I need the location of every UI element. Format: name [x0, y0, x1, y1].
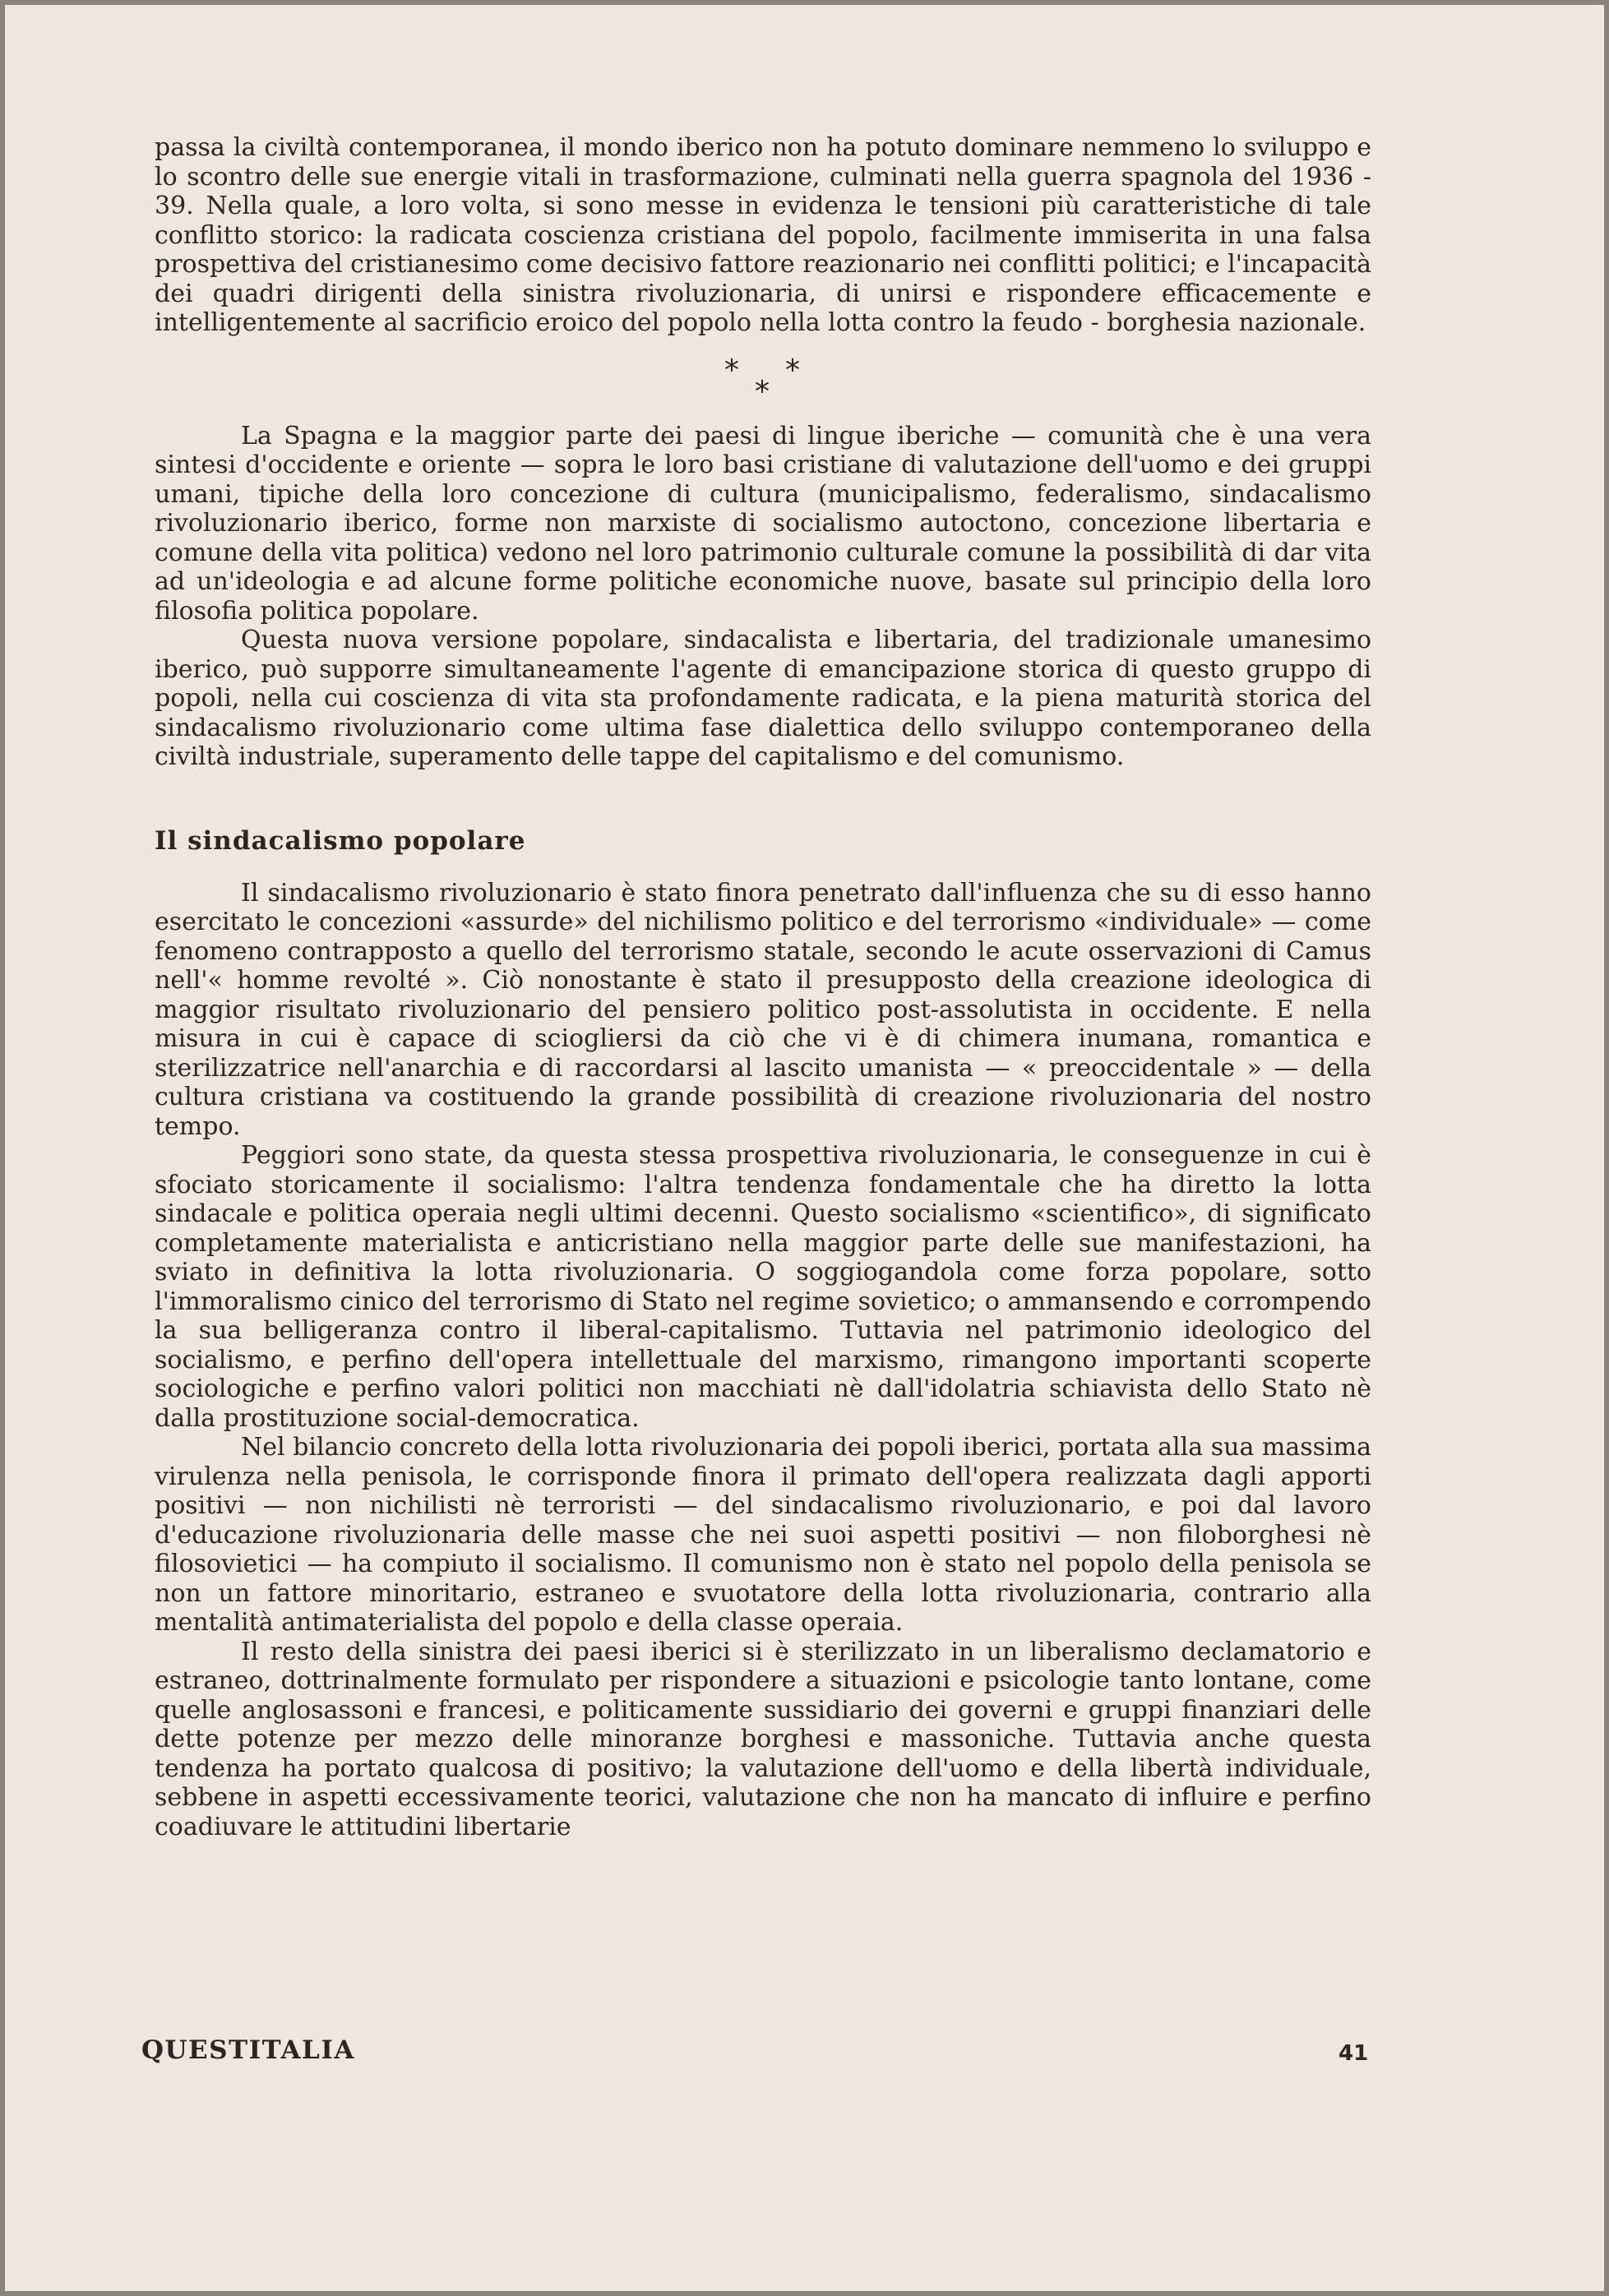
paragraph: passa la civiltà contemporanea, il mondo iberico non ha potuto dominare nemmeno lo sviluppo e lo scontro delle sue energie vitali in trasformazione, culminati nella guerra spagnola del 1936 - 39. Nella quale, a loro volta, si sono messe in evidenza le tensioni più caratteristiche di tale conflitto storico: la radicata coscienza cristiana del popolo, facilmente immiserita in una falsa prospettiva del cristianesimo come decisivo fattore reazionario nei conflitti politici; e l'incapacità dei quadri dirigenti della sinistra rivoluzionaria, di unirsi e rispondere efficacemente e intelligentemente al sacrificio eroico del popolo nella lotta contro la feudo - borghesia nazionale. — [155, 133, 1371, 337]
paragraph: La Spagna e la maggior parte dei paesi di lingue iberiche — comunità che è una vera sintesi d'occidente e oriente — sopra le loro basi cristiane di valutazione dell'uomo e dei gruppi umani, tipiche della loro concezione di cultura (municipalismo, federalismo, sindacalismo rivoluzionario iberico, forme non marxiste di socialismo autoctono, concezione libertaria e comune della vita politica) vedono nel loro patrimonio culturale comune la possibilità di dar vita ad un'ideologia e ad alcune forme politiche economiche nuove, basate sul principio della loro filosofia politica popolare. — [155, 421, 1371, 626]
separator-star: * — [755, 374, 770, 409]
paragraph: Il sindacalismo rivoluzionario è stato finora penetrato dall'influenza che su di esso hanno esercitato le concezioni «assurde» del nichilismo politico e del terrorismo «individuale» — come fenomeno contrapposto a quello del terrorismo statale, secondo le acute osservazioni di Camus nell'« homme revolté ». Ciò nonostante è stato il presupposto della creazione ideologica di maggior risultato rivoluzionario del pensiero politico post-assolutista in occidente. E nella misura in cui è capace di sciogliersi da ciò che vi è di chimera inumana, romantica e sterilizzatrice nell'anarchia e di raccordarsi al lascito umanista — « preoccidentale » — della cultura cristiana va costituendo la grande possibilità di creazione rivoluzionaria del nostro tempo. — [155, 878, 1371, 1141]
section-separator — [155, 338, 1371, 422]
separator-star: * — [724, 353, 739, 387]
separator-star: * — [785, 353, 800, 387]
paragraph: Nel bilancio concreto della lotta rivoluzionaria dei popoli iberici, portata alla sua massima virulenza nella penisola, le corrisponde finora il primato dell'opera realizzata dagli apporti positivi — non nichilisti nè terroristi — del sindacalismo rivoluzionario, e poi dal lavoro d'educazione rivoluzionaria delle masse che nei suoi aspetti positivi — non filoborghesi nè filosovietici — ha compiuto il socialismo. Il comunismo non è stato nel popolo della penisola se non un fattore minoritario, estraneo e svuotatore della lotta rivoluzionaria, contrario alla mentalità antimaterialista del popolo e della classe operaia. — [155, 1433, 1371, 1637]
paragraph: Questa nuova versione popolare, sindacalista e libertaria, del tradizionale umanesimo iberico, può supporre simultaneamente l'agente di emancipazione storica di questo gruppo di popoli, nella cui coscienza di vita sta profondamente radicata, e la piena maturità storica del sindacalismo rivoluzionario come ultima fase dialettica dello sviluppo contemporaneo della civiltà industriale, superamento delle tappe del capitalismo e del comunismo. — [155, 626, 1371, 771]
paragraph: Il resto della sinistra dei paesi iberici si è sterilizzato in un liberalismo declamatorio e estraneo, dottrinalmente formulato per rispondere a situazioni e psicologie tanto lontane, come quelle anglosassoni e francesi, e politicamente sussidiario dei governi e gruppi finanziari delle dette potenze per mezzo delle minoranze borghesi e massoniche. Tuttavia anche questa tendenza ha portato qualcosa di positivo; la valutazione dell'uomo e della libertà individuale, sebbene in aspetti eccessivamente teorici, valutazione che non ha mancato di influire e perfino coadiuvare le attitudini libertarie — [155, 1637, 1371, 1841]
section-heading: Il sindacalismo popolare — [155, 825, 526, 856]
page-number: 41 — [1339, 2041, 1369, 2066]
paragraph: Peggiori sono state, da questa stessa prospettiva rivoluzionaria, le conseguenze in cui è sfociato storicamente il socialismo: l'altra tendenza fondamentale che ha diretto la lotta sindacale e politica operaia negli ultimi decenni. Questo socialismo «scientifico», di significato completamente materialista e anticristiano nella maggior parte delle sue manifestazioni, ha sviato in definitiva la lotta rivoluzionaria. O soggiogandola come forza popolare, sotto l'immoralismo cinico del terrorismo di Stato nel regime sovietico; o ammansendo e corrompendo la sua belligeranza contro il liberal-capitalismo. Tuttavia nel patrimonio ideologico del socialismo, e perfino dell'opera intellettuale del marxismo, rimangono importanti scoperte sociologiche e perfino valori politici non macchiati nè dall'idolatria schiavista dello Stato nè dalla prostituzione social-democratica. — [155, 1141, 1371, 1433]
magazine-name: QUESTITALIA — [141, 2035, 355, 2065]
article-body — [155, 133, 1371, 1841]
